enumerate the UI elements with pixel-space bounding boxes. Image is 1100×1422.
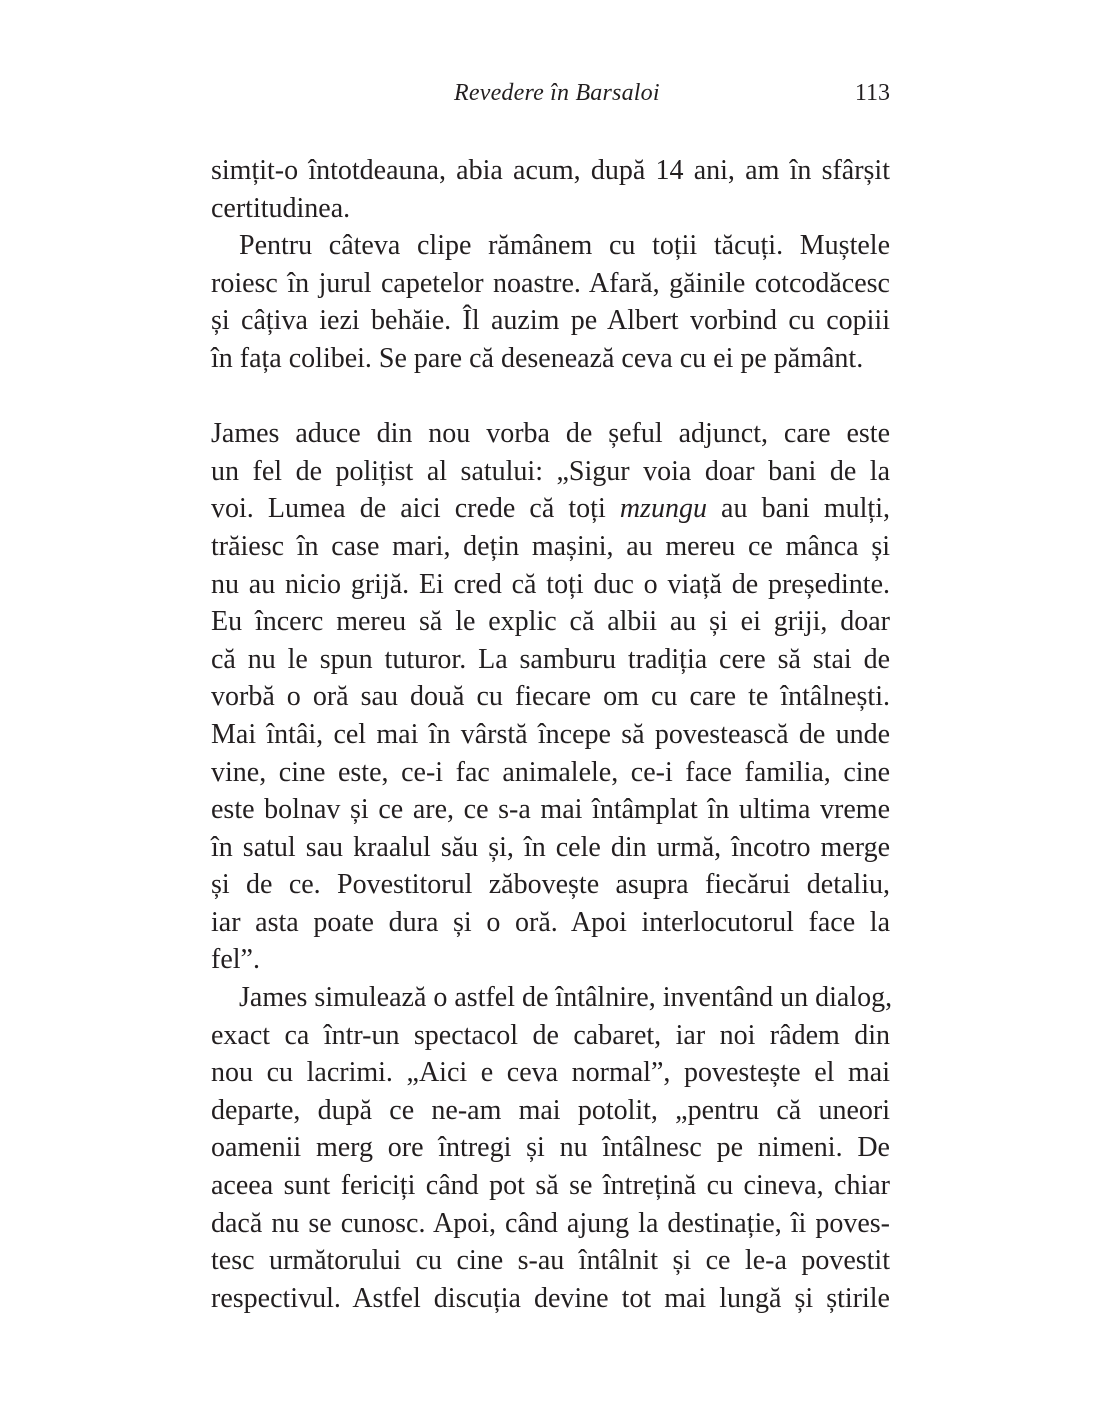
text-line: în fața colibei. Se pare că desenează ceva cu ei pe pământ. xyxy=(211,342,864,374)
paragraph xyxy=(211,227,890,377)
paragraph-continuation xyxy=(211,152,890,227)
text-line: vorbă o oră sau două cu fiecare om cu care te întâlnești. xyxy=(211,681,890,713)
text-line: aceea sunt fericiți când pot să se întrețină cu cineva, chiar xyxy=(211,1170,890,1202)
text-line: exact ca într-un spectacol de cabaret, iar noi râdem din xyxy=(211,1019,890,1051)
text-line: nou cu lacrimi. „Aici e ceva normal”, povestește el mai xyxy=(211,1057,890,1089)
text-line: nu au nicio grijă. Ei cred că toți duc o viață de președinte. xyxy=(211,568,890,600)
body-text xyxy=(211,152,893,1317)
text-line: certitudinea. xyxy=(211,192,351,224)
text-line: este bolnav și ce are, ce s-a mai întâmplat în ultima vreme xyxy=(211,794,890,826)
text-line: Mai întâi, cel mai în vârstă începe să povestească de unde xyxy=(211,718,890,750)
paragraph xyxy=(211,415,890,979)
text-line: tesc următorului cu cine s-au întâlnit și ce le-a povestit xyxy=(211,1245,890,1277)
text-line: un fel de polițist al satului: „Sigur voia doar bani de la xyxy=(211,455,890,487)
text-line: trăiesc în case mari, dețin mașini, au mereu ce mânca și xyxy=(211,530,890,562)
text-line: James aduce din nou vorba de șeful adjunct, care este xyxy=(211,418,890,450)
text-line: Pentru câteva clipe rămânem cu toții tăcuți. Muștele xyxy=(239,230,890,262)
running-title: Revedere în Barsaloi xyxy=(454,80,660,106)
text-segment: au bani mulți, xyxy=(706,493,890,525)
text-line: oamenii merg ore întregi și nu întâlnesc pe nimeni. De xyxy=(211,1132,890,1164)
text-segment: voi. Lumea de aici crede că toți xyxy=(211,493,620,525)
italic-term: mzungu xyxy=(619,493,707,525)
text-line: departe, după ce ne-am mai potolit, „pentru că uneori xyxy=(211,1094,890,1126)
text-line: Eu încerc mereu să le explic că albii au și ei griji, doar xyxy=(211,606,890,638)
text-line: și câțiva iezi behăie. Îl auzim pe Albert vorbind cu copiii xyxy=(211,305,890,337)
text-line: roiesc în jurul capetelor noastre. Afară, găinile cotcodăcesc xyxy=(211,267,890,299)
text-line: simțit-o întotdeauna, abia acum, după 14 ani, am în sfârșit xyxy=(211,155,890,186)
text-line: fel”. xyxy=(211,944,260,976)
text-line: că nu le spun tuturor. La samburu tradiția cere să stai de xyxy=(211,643,890,675)
text-line: iar asta poate dura și o oră. Apoi interlocutorul face la xyxy=(211,906,890,938)
page-number: 113 xyxy=(854,80,890,106)
text-line: vine, cine este, ce-i fac animalele, ce-i face familia, cine xyxy=(211,756,890,788)
text-line: James simulează o astfel de întâlnire, inventând un dialog, xyxy=(239,982,893,1014)
paragraph xyxy=(211,979,893,1317)
text-line xyxy=(211,490,890,528)
section-break xyxy=(211,378,890,416)
running-header xyxy=(211,78,890,114)
text-line: în satul sau kraalul său și, în cele din urmă, încotro merge xyxy=(211,831,890,863)
text-line: respectivul. Astfel discuția devine tot mai lungă și știrile xyxy=(211,1282,890,1314)
text-line: dacă nu se cunosc. Apoi, când ajung la destinație, îi poves- xyxy=(211,1207,890,1239)
text-line: și de ce. Povestitorul zăbovește asupra fiecărui detaliu, xyxy=(211,869,890,901)
